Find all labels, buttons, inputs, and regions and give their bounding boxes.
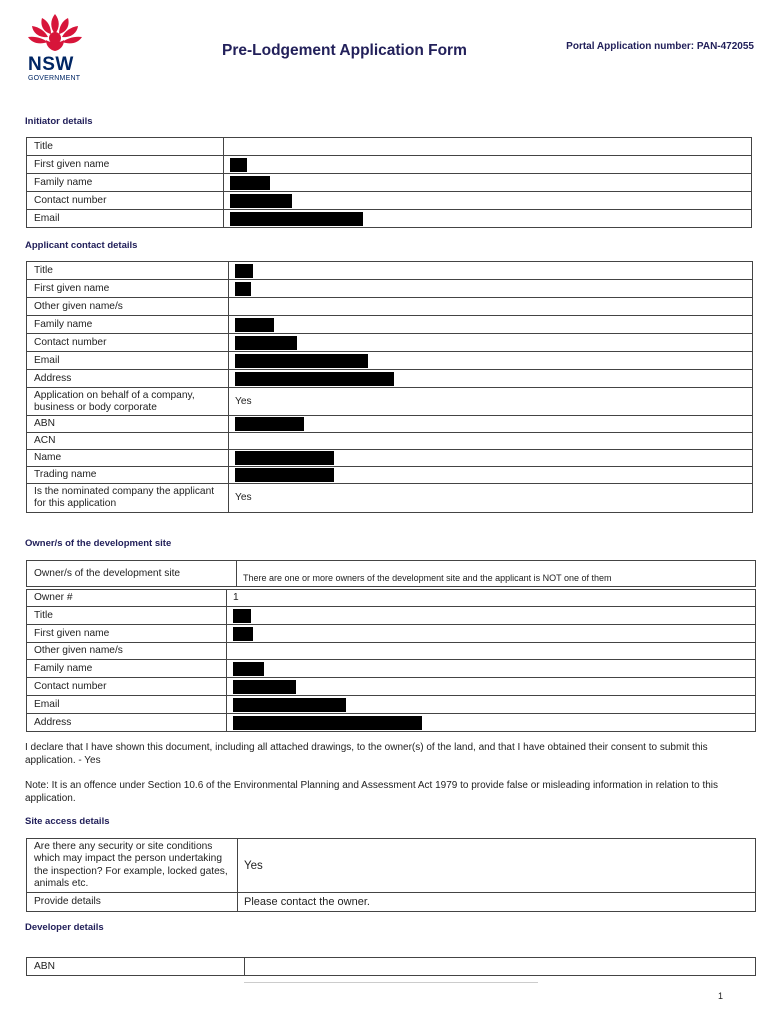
table-row [27, 174, 752, 192]
field-value [227, 660, 756, 678]
field-value: Yes [229, 388, 753, 416]
offence-note: Note: It is an offence under Section 10.6 of the Environmental Planning and Assessment Act 1979 to provide false or misleading information in relation to this application. [25, 780, 719, 804]
redaction-block [233, 698, 346, 712]
site-access-heading: Site access details [25, 816, 110, 827]
redaction-block [235, 354, 368, 368]
table-row [27, 298, 753, 316]
redaction-block [235, 282, 251, 296]
redaction-block [233, 680, 296, 694]
applicant-heading: Applicant contact details [25, 240, 138, 251]
table-row [27, 484, 753, 513]
field-label: Email [27, 696, 227, 714]
redaction-block [235, 318, 274, 332]
field-value: Yes [238, 839, 756, 893]
owners-heading: Owner/s of the development site [25, 538, 172, 549]
field-label: Trading name [27, 467, 229, 484]
table-row [27, 625, 756, 643]
field-label: Owner/s of the development site [27, 561, 237, 587]
table-row [27, 433, 753, 450]
field-label: ABN [27, 958, 245, 976]
field-label: Contact number [27, 334, 229, 352]
portal-application-number: Portal Application number: PAN-472055 [566, 41, 754, 52]
redaction-block [230, 212, 363, 226]
field-value: 1 [227, 590, 756, 607]
table-row [27, 192, 752, 210]
field-label: Other given name/s [27, 643, 227, 660]
field-label: First given name [27, 156, 224, 174]
redaction-block [233, 716, 422, 730]
field-label: Email [27, 210, 224, 228]
field-value [224, 174, 752, 192]
field-value [245, 958, 756, 976]
field-label: First given name [27, 280, 229, 298]
table-row [27, 388, 753, 416]
field-value [229, 352, 753, 370]
owners-summary-table [26, 560, 756, 587]
owners-table [26, 589, 756, 732]
nsw-government-logo [24, 12, 90, 84]
field-label: Family name [27, 660, 227, 678]
field-label: Application on behalf of a company, business or body corporate [27, 388, 229, 416]
table-row [27, 714, 756, 732]
initiator-table [26, 137, 752, 228]
developer-heading: Developer details [25, 922, 104, 933]
field-value [227, 607, 756, 625]
table-row [27, 958, 756, 976]
owner-declaration: I declare that I have shown this document, including all attached drawings, to the owner(s) of the land, and that I have obtained their consent to submit this application. - Yes [25, 742, 708, 766]
field-label: Title [27, 138, 224, 156]
logo-nsw-text: NSW [28, 54, 74, 75]
logo-government-text: GOVERNMENT [28, 75, 81, 82]
field-label: First given name [27, 625, 227, 643]
table-row [27, 138, 752, 156]
table-row [27, 893, 756, 912]
redaction-block [233, 609, 251, 623]
field-value [229, 334, 753, 352]
field-label: ABN [27, 416, 229, 433]
site-access-table [26, 838, 756, 912]
field-value [229, 370, 753, 388]
field-label: Provide details [27, 893, 238, 912]
field-value [229, 262, 753, 280]
table-row [27, 370, 753, 388]
redaction-block [230, 176, 270, 190]
field-value [227, 696, 756, 714]
page-number: 1 [717, 991, 723, 1001]
table-row [27, 352, 753, 370]
table-row [27, 607, 756, 625]
table-row [27, 334, 753, 352]
field-label: Family name [27, 174, 224, 192]
table-row [27, 839, 756, 893]
field-value [229, 467, 753, 484]
redaction-block [235, 372, 394, 386]
field-label: Other given name/s [27, 298, 229, 316]
field-label: ACN [27, 433, 229, 450]
field-label: Are there any security or site conditions which may impact the person undertaking the inspection? For example, locked gates, animals etc. [27, 839, 238, 893]
table-row [27, 262, 753, 280]
field-value [227, 714, 756, 732]
field-label: Is the nominated company the applicant for this application [27, 484, 229, 513]
field-label: Title [27, 607, 227, 625]
field-label: Contact number [27, 678, 227, 696]
table-row [27, 416, 753, 433]
table-row [27, 156, 752, 174]
page-title: Pre-Lodgement Application Form [222, 42, 467, 59]
table-row [27, 590, 756, 607]
field-value [224, 192, 752, 210]
waratah-icon [24, 12, 86, 56]
table-row [27, 210, 752, 228]
table-row [27, 696, 756, 714]
initiator-heading: Initiator details [25, 116, 93, 127]
footer-divider [244, 982, 538, 983]
developer-table [26, 957, 756, 976]
field-value [229, 433, 753, 450]
table-row [27, 467, 753, 484]
field-label: Family name [27, 316, 229, 334]
redaction-block [235, 264, 253, 278]
redaction-block [235, 468, 334, 482]
redaction-block [235, 336, 297, 350]
field-value [224, 138, 752, 156]
field-value [229, 450, 753, 467]
redaction-block [233, 627, 253, 641]
field-value [224, 156, 752, 174]
table-row [27, 450, 753, 467]
field-value: Yes [229, 484, 753, 513]
field-label: Name [27, 450, 229, 467]
table-row [27, 316, 753, 334]
field-value [229, 316, 753, 334]
field-value [227, 678, 756, 696]
field-label: Contact number [27, 192, 224, 210]
table-row [27, 678, 756, 696]
applicant-table [26, 261, 753, 513]
table-row [27, 643, 756, 660]
redaction-block [233, 662, 264, 676]
table-row [27, 660, 756, 678]
table-row [27, 561, 756, 587]
redaction-block [230, 158, 247, 172]
field-value [229, 280, 753, 298]
field-value: There are one or more owners of the development site and the applicant is NOT one of them [237, 561, 756, 587]
field-label: Title [27, 262, 229, 280]
field-value [224, 210, 752, 228]
field-value [229, 416, 753, 433]
table-row [27, 280, 753, 298]
field-value [227, 643, 756, 660]
field-value [229, 298, 753, 316]
redaction-block [230, 194, 292, 208]
field-label: Address [27, 714, 227, 732]
field-value: Please contact the owner. [238, 893, 756, 912]
field-value [227, 625, 756, 643]
field-label: Owner # [27, 590, 227, 607]
redaction-block [235, 417, 304, 431]
field-label: Address [27, 370, 229, 388]
field-label: Email [27, 352, 229, 370]
redaction-block [235, 451, 334, 465]
